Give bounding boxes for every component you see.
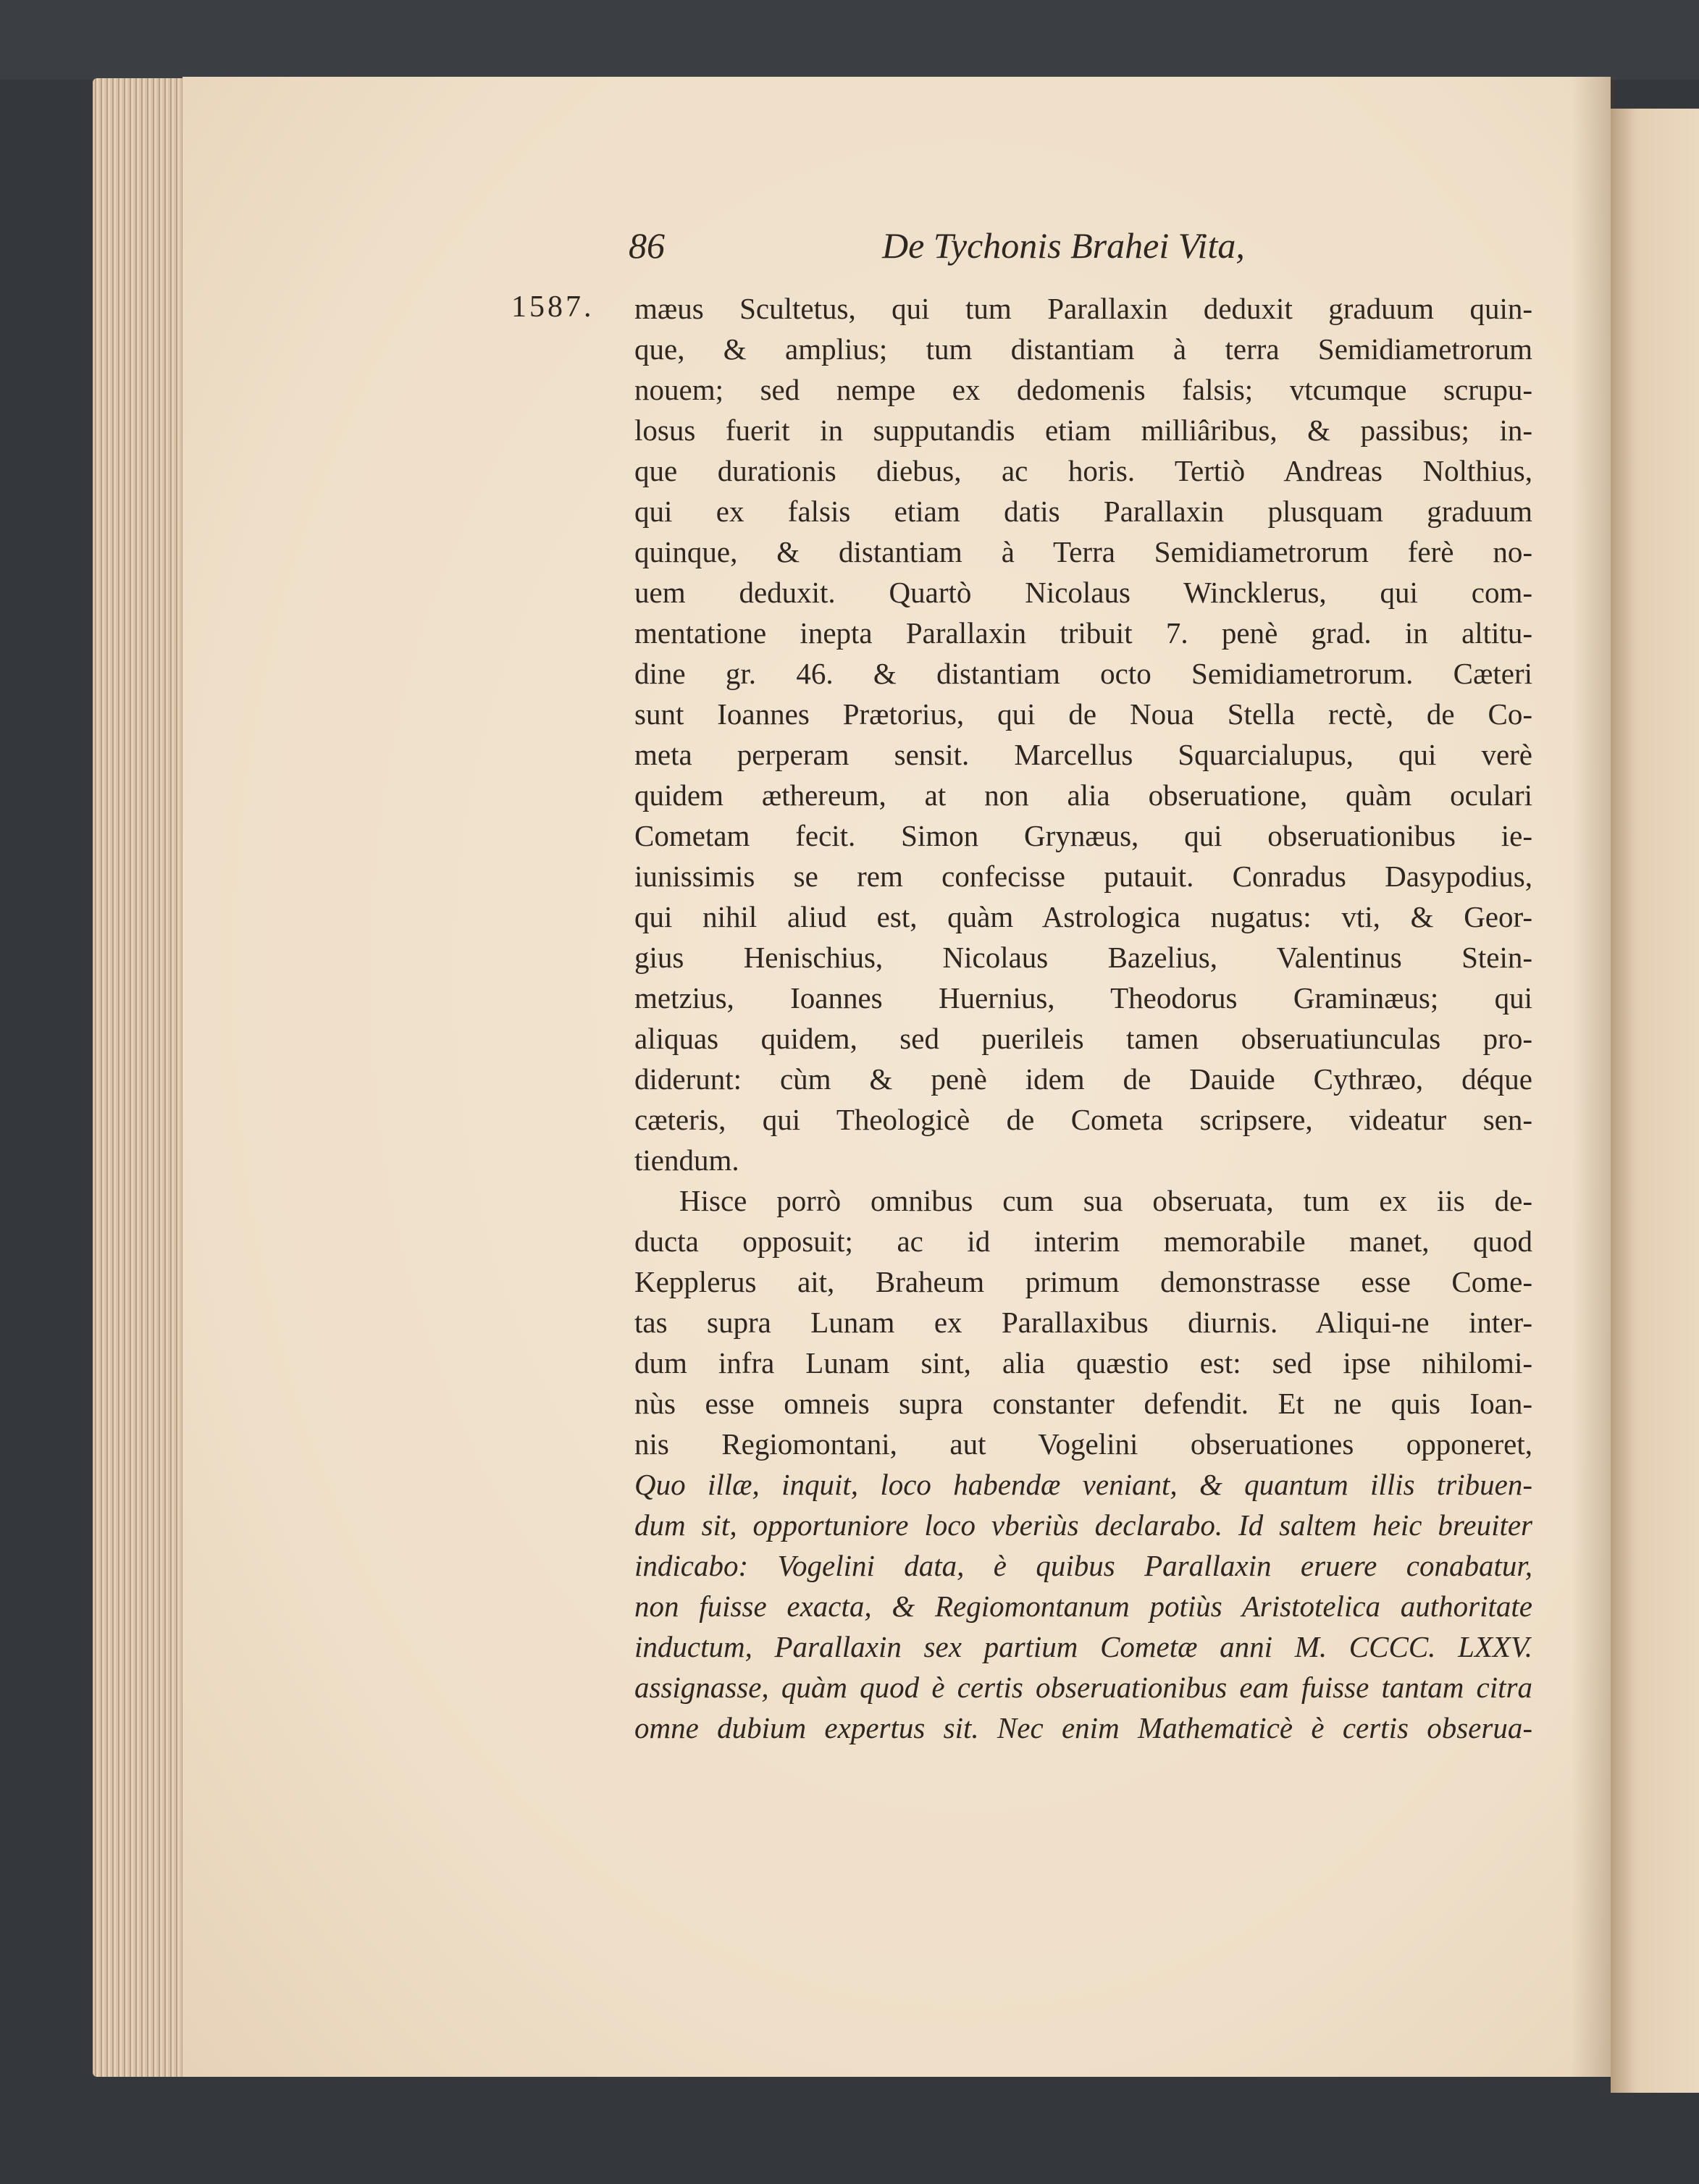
quote-line: non fuisse exacta, & Regiomontanum potiùs Aristotelica authoritate: [634, 1589, 1532, 1623]
text-line: que durationis diebus, ac horis. Tertiò Andreas Nolthius,: [634, 454, 1532, 487]
text-line: ducta opposuit; ac id interim memorabile manet, quod: [634, 1225, 1532, 1258]
text-line: sunt Ioannes Prætorius, qui de Noua Stella rectè, de Co-: [634, 697, 1532, 731]
page-number: 86: [629, 225, 665, 266]
page-edges: [93, 78, 184, 2077]
text-line: quinque, & distantiam à Terra Semidiametrorum ferè no-: [634, 535, 1532, 568]
text-line: mentatione inepta Parallaxin tribuit 7. penè grad. in altitu-: [634, 616, 1532, 650]
text-line: meta perperam sensit. Marcellus Squarcialupus, qui verè: [634, 738, 1532, 771]
quote-line: Quo illæ, inquit, loco habendæ veniant, & quantum illis tribuen-: [634, 1468, 1532, 1501]
facing-page-edge: [1611, 109, 1699, 2093]
text-line: gius Henischius, Nicolaus Bazelius, Valentinus Stein-: [634, 941, 1532, 974]
page-gutter-shadow: [1572, 77, 1615, 2077]
text-line: Cometam fecit. Simon Grynæus, qui obseruationibus ie-: [634, 819, 1532, 852]
text-line: tas supra Lunam ex Parallaxibus diurnis. Aliqui-ne inter-: [634, 1306, 1532, 1339]
text-line: que, & amplius; tum distantiam à terra Semidiametrorum: [634, 332, 1532, 366]
text-line: Kepplerus ait, Braheum primum demonstrasse esse Come-: [634, 1265, 1532, 1298]
running-title: De Tychonis Brahei Vita,: [882, 225, 1245, 266]
text-line: nùs esse omneis supra constanter defendit. Et ne quis Ioan-: [634, 1387, 1532, 1420]
text-line: dum infra Lunam sint, alia quæstio est: sed ipse nihilomi-: [634, 1346, 1532, 1379]
quote-line: dum sit, opportuniore loco vberiùs declarabo. Id saltem heic breuiter: [634, 1508, 1532, 1542]
quote-line: omne dubium expertus sit. Nec enim Mathematicè è certis obserua-: [634, 1711, 1532, 1744]
text-line: diderunt: cùm & penè idem de Dauide Cythræo, déque: [634, 1062, 1532, 1096]
text-line: quidem æthereum, at non alia obseruatione, quàm oculari: [634, 778, 1532, 812]
text-line: iunissimis se rem confecisse putauit. Conradus Dasypodius,: [634, 860, 1532, 893]
margin-year: 1587.: [511, 290, 595, 324]
text-line: nouem; sed nempe ex dedomenis falsis; vtcumque scrupu-: [634, 373, 1532, 406]
text-line: dine gr. 46. & distantiam octo Semidiametrorum. Cæteri: [634, 657, 1532, 690]
quote-line: inductum, Parallaxin sex partium Cometæ anni M. CCCC. LXXV.: [634, 1630, 1532, 1663]
scan-background: [0, 0, 1699, 80]
text-line: losus fuerit in supputandis etiam milliâribus, & passibus; in-: [634, 413, 1532, 447]
text-line: aliquas quidem, sed puerileis tamen obseruatiunculas pro-: [634, 1022, 1532, 1055]
text-line: uem deduxit. Quartò Nicolaus Wincklerus, qui com-: [634, 576, 1532, 609]
text-line: metzius, Ioannes Huernius, Theodorus Graminæus; qui: [634, 981, 1532, 1015]
quote-line: assignasse, quàm quod è certis obseruationibus eam fuisse tantam citra: [634, 1671, 1532, 1704]
text-line: mæus Scultetus, qui tum Parallaxin deduxit graduum quin-: [634, 292, 1532, 325]
quote-line: indicabo: Vogelini data, è quibus Parallaxin eruere conabatur,: [634, 1549, 1532, 1582]
text-line: nis Regiomontani, aut Vogelini obseruationes opponeret,: [634, 1427, 1532, 1461]
text-line: cæteris, qui Theologicè de Cometa scripsere, videatur sen-: [634, 1103, 1532, 1136]
body-text: [634, 288, 1532, 1748]
text-line: tiendum.: [634, 1143, 739, 1177]
paragraph-start-line: Hisce porrò omnibus cum sua obseruata, tum ex iis de-: [679, 1184, 1532, 1217]
text-line: qui ex falsis etiam datis Parallaxin plusquam graduum: [634, 495, 1532, 528]
text-line: qui nihil aliud est, quàm Astrologica nugatus: vti, & Geor-: [634, 900, 1532, 933]
